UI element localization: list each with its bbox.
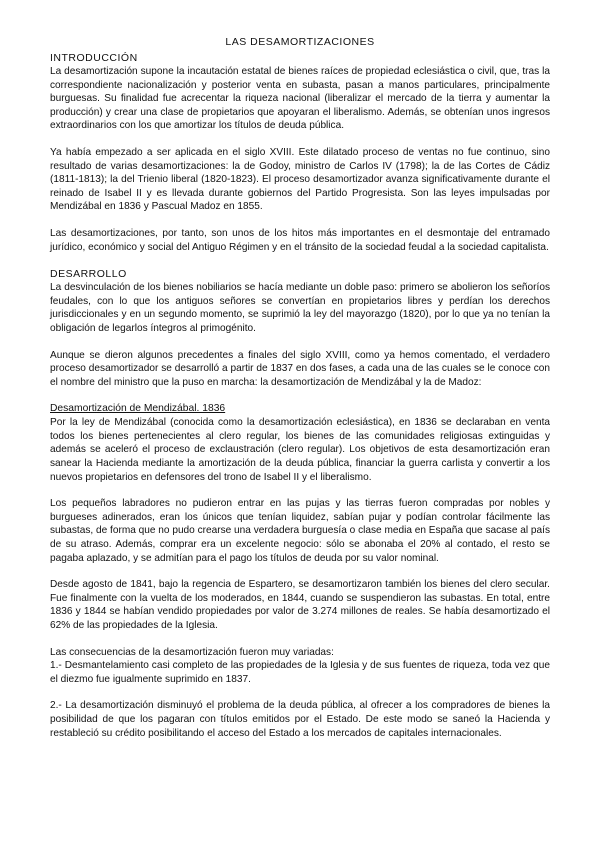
consequences-intro: Las consecuencias de la desamortización fueron muy variadas: [50,646,334,658]
intro-paragraph-1: La desamortización supone la incautación estatal de bienes raíces de propiedad eclesiástica o civil, que, tras la correspondiente nacionalización y posterior venta en subasta, pasan a manos particulares, principalmente burguesas. Su finalidad fue acrecentar la riqueza nacional (liberalizar el mercado de la tierra y aumentar la producción) y crear una clase de propietarios que apoyaran el liberalismo. Además, se obtenían unos ingresos extraordinarios con los que amortizar los títulos de deuda pública. [50,66,550,132]
development-paragraph-1: La desvinculación de los bienes nobiliarios se hacía mediante un doble paso: primero se abolieron los señoríos feudales, con lo que los antiguos señores se convertían en propietarios libres y perdían los derechos jurisdiccionales y en un segundo momento, se suprimió la ley del mayorazgo (1820), por lo que ya no tenían la obligación de legarlos íntegros al primogénito. [50,282,550,334]
intro-paragraph-2: Ya había empezado a ser aplicada en el siglo XVIII. Este dilatado proceso de ventas no fue continuo, sino resultado de varias desamortizaciones: la de Godoy, ministro de Carlos IV (1798); la de las Cortes de Cádiz (1811-1813); la del Trienio liberal (1820-1823). El proceso desamortizador avanza significativamente durante el reinado de Isabel II y es llevada durante gobiernos del Partido Progresista. Son las leyes impulsadas por Mendizábal en 1836 y Pascual Madoz en 1855. [50,146,550,213]
intro-heading: INTRODUCCIÓN [50,52,138,64]
document-title: LAS DESAMORTIZACIONES [225,36,375,48]
mendizabal-paragraph-1: Por la ley de Mendizábal (conocida como la desamortización eclesiástica), en 1836 se declaraban en venta todos los bienes pertenecientes al clero regular, los bienes de las comunidades religiosas extinguidas y además se aceleró el proceso de exclaustración (clero regular). Los objetivos de esta desamortización eran sanear la Hacienda mediante la amortización de la deuda pública, financiar la guerra carlista y convertir a los nuevos propietarios en defensores del trono de Isabel II y el liberalismo. [50,417,550,483]
development-paragraph-2: Aunque se dieron algunos precedentes a finales del siglo XVIII, como ya hemos comentado, el verdadero proceso desamortizador se desarrolló a partir de 1837 en dos fases, a cada una de las cuales se le conoce con el nombre del ministro que la puso en marcha: la desamortización de Mendizábal y la de Madoz: [50,349,550,388]
mendizabal-paragraph-3: Desde agosto de 1841, bajo la regencia de Espartero, se desamortizaron también los bienes del clero secular. Fue finalmente con la vuelta de los moderados, en 1844, cuando se suspendieron las subastas. En total, entre 1836 y 1844 se habían vendido propiedades por valor de 3.274 millones de reales. Se había desamortizado el 62% de las propiedades de la Iglesia. [50,579,550,631]
mendizabal-paragraph-2: Los pequeños labradores no pudieron entrar en las pujas y las tierras fueron compradas por nobles y burgueses adinerados, eran los únicos que tenían liquidez, sabían pujar y podían controlar fácilmente las subastas, de forma que no pudo crearse una verdadera burguesía o clase media en España que sacase al país de su atraso. Además, comprar era un excelente negocio: sólo se abonaba el 20% al contado, el resto se pagaba aplazado, y se admitían para el pago los títulos de deuda por su valor nominal. [50,498,550,564]
mendizabal-heading: Desamortización de Mendizábal. 1836 [50,403,226,415]
development-heading: DESARROLLO [50,268,127,281]
intro-paragraph-3: Las desamortizaciones, por tanto, son unos de los hitos más importantes en el desmontaje del entramado jurídico, económico y social del Antiguo Régimen y en el tránsito de la sociedad feudal a la sociedad capitalista. [50,227,550,253]
consequence-item-2: 2.- La desamortización disminuyó el problema de la deuda pública, al ofrecer a los compradores de bienes la posibilidad de que los pagaran con títulos emitidos por el Estado. De este modo se saneó la Hacienda y restableció su crédito posibilitando el acceso del Estado a los mercados de capitales internacionales. [50,700,550,739]
consequence-item-1: 1.- Desmantelamiento casi completo de las propiedades de la Iglesia y de sus fuentes de riqueza, toda vez que el diezmo fue igualmente suprimido en 1837. [50,660,550,685]
